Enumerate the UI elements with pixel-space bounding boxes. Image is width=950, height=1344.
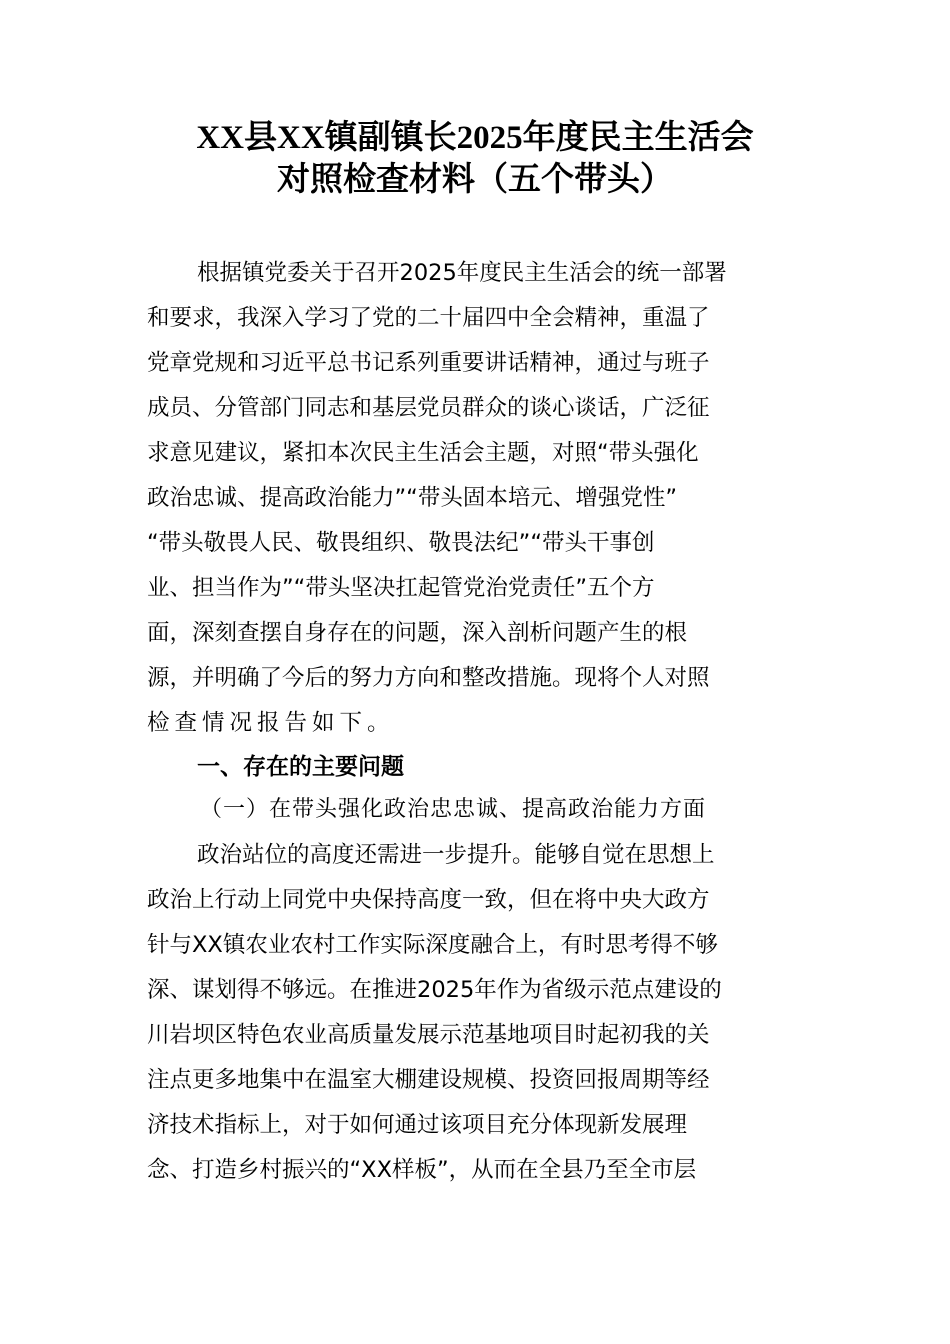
paragraph-line: 面，深刻查摆自身存在的问题，深入剖析问题产生的根: [147, 620, 688, 646]
paragraph-line: 政治上行动上同党中央保持高度一致，但在将中央大政方: [147, 887, 710, 913]
document-title-line-1: XX县XX镇副镇长2025年度民主生活会: [196, 120, 754, 156]
paragraph-line: 针与XX镇农业农村工作实际深度融合上，有时思考得不够: [147, 932, 718, 958]
paragraph-line: “带头敬畏人民、敬畏组织、敬畏法纪”“带头干事创: [147, 530, 655, 556]
paragraph-line: 政治站位的高度还需进一步提升。能够自觉在思想上: [197, 842, 715, 868]
paragraph-line: 川岩坝区特色农业高质量发展示范基地项目时起初我的关: [147, 1022, 710, 1048]
paragraph-line: 政治忠诚、提高政治能力”“带头固本培元、增强党性”: [147, 485, 677, 511]
paragraph-line: 济技术指标上，对于如何通过该项目充分体现新发展理: [147, 1112, 688, 1138]
subsection-heading: （一）在带头强化政治忠忠诚、提高政治能力方面: [200, 797, 707, 822]
paragraph-line: 注点更多地集中在温室大棚建设规模、投资回报周期等经: [147, 1067, 710, 1093]
paragraph-line: 成员、分管部门同志和基层党员群众的谈心谈话，广泛征: [147, 395, 710, 421]
document-title-line-2: 对照检查材料（五个带头）: [277, 162, 673, 198]
paragraph-line: 根据镇党委关于召开2025年度民主生活会的统一部署: [197, 260, 727, 286]
paragraph-line: 求意见建议，紧扣本次民主生活会主题，对照“带头强化: [147, 440, 699, 466]
paragraph-line: 深、谋划得不够远。在推进2025年作为省级示范点建设的: [147, 977, 722, 1003]
section-heading: 一、存在的主要问题: [197, 754, 404, 780]
paragraph-line: 源，并明确了今后的努力方向和整改措施。现将个人对照: [147, 665, 710, 691]
paragraph-line: 和要求，我深入学习了党的二十届四中全会精神，重温了: [147, 305, 710, 331]
paragraph-line: 检查情况报告如下。: [147, 710, 395, 736]
paragraph-line: 党章党规和习近平总书记系列重要讲话精神，通过与班子: [147, 350, 710, 376]
paragraph-line: 念、打造乡村振兴的“XX样板”，从而在全县乃至全市层: [147, 1157, 697, 1183]
paragraph-line: 业、担当作为”“带头坚决扛起管党治党责任”五个方: [147, 575, 655, 601]
